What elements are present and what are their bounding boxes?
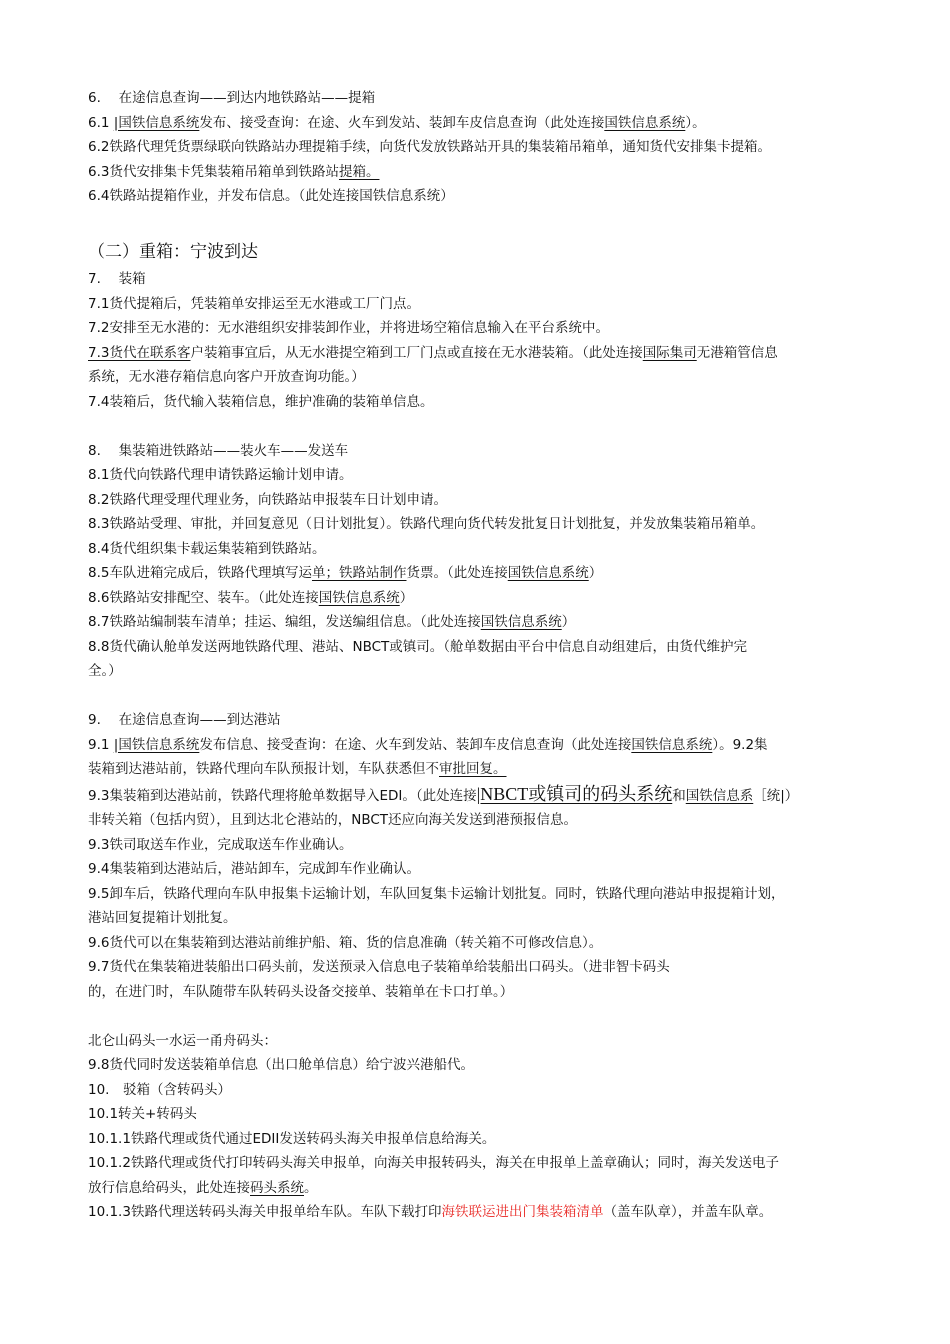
text-run: 10.1.3铁路代理送转码头海关申报单给车队。车队下载打印 — [88, 1204, 442, 1220]
paragraph-line — [88, 111, 868, 136]
text-run: 。 — [304, 1179, 318, 1196]
text-run: 全。） — [88, 663, 122, 679]
paragraph-line — [88, 708, 868, 733]
text-run: 港站回复提箱计划批复。 — [88, 910, 237, 926]
blank-line — [88, 209, 868, 234]
underlined-link-text: 国铁信息系 — [685, 787, 754, 804]
text-run: 6.4铁路站提箱作业，并发布信息。（此处连接国铁信息系统） — [88, 188, 454, 204]
text-run: 装箱到达港站前，铁路代理向车队预报计划，车队获悉但不 — [88, 761, 439, 777]
text-run: ） — [561, 614, 576, 630]
text-run: 9.1 — [88, 736, 114, 753]
paragraph-line — [88, 1053, 868, 1078]
paragraph-line — [88, 906, 868, 931]
text-run: 货票。（此处连接 — [406, 565, 508, 581]
text-run: ）。 — [685, 114, 706, 131]
text-run: 放行信息给码头，此处连接 — [88, 1179, 250, 1196]
paragraph-line — [88, 1176, 868, 1201]
blank-line — [88, 414, 868, 439]
underlined-link-text: 国铁信息系统 — [318, 589, 400, 606]
underlined-link-text: |NBCT或镇司的码头系统 — [476, 783, 673, 804]
text-run: ） — [588, 565, 603, 581]
paragraph-line — [88, 267, 868, 292]
paragraph-line — [88, 1102, 868, 1127]
text-run: 7.2安排至无水港的：无水港组织安排装卸作业，并将进场空箱信息输入在平台系统中。 — [88, 320, 609, 336]
text-run: 7. 装箱 — [88, 271, 146, 287]
text-run: 8.5车队进箱完成后，铁路代理填写运 — [88, 565, 312, 581]
text-run: 和 — [672, 787, 686, 804]
paragraph-line — [88, 659, 868, 684]
text-run: 9.7货代在集装箱进装船出口码头前，发送预录入信息电子装箱单给装船出口码头。（进非智卡码头 — [88, 959, 670, 975]
underlined-link-text: |国铁信息系统 — [113, 736, 200, 753]
text-run: （二）重箱：宁波到达 — [88, 242, 258, 262]
paragraph-line — [88, 1029, 868, 1054]
paragraph-line — [88, 955, 868, 980]
text-run: （盖车队章），并盖车队章。 — [603, 1204, 773, 1220]
paragraph-line — [88, 757, 868, 782]
text-run: 7.4装箱后，货代输入装箱信息，维护准确的装箱单信息。 — [88, 393, 434, 410]
text-run: 8.3铁路站受理、审批，并回复意见（日计划批复）。铁路代理向货代转发批复日计划批复，并发放集装箱吊箱单。 — [88, 516, 765, 532]
paragraph-line — [88, 463, 868, 488]
text-run: 10.1.2铁路代理或货代打印转码头海关申报单，向海关申报转码头，海关在申报单上盖章确认；同时，海关发送电子 — [88, 1155, 779, 1171]
text-run: 9.6货代可以在集装箱到达港站前维护船、箱、货的信息准确（转关箱不可修改信息）。 — [88, 934, 603, 951]
text-run: 8.8货代确认舱单发送两地铁路代理、港站、NBCT或镇司。（舱单数据由平台中信息自动组建后，由货代维护完 — [88, 638, 748, 655]
blank-line — [88, 684, 868, 709]
paragraph-line — [88, 1127, 868, 1152]
text-run: 10.1转关+转码头 — [88, 1106, 197, 1122]
paragraph-line — [88, 782, 868, 809]
paragraph-line — [88, 808, 868, 833]
paragraph-line — [88, 857, 868, 882]
paragraph-line — [88, 882, 868, 907]
underlined-link-text: 7.3货代在联系客 — [88, 344, 191, 361]
text-run: 发布、接受查询：在途、火车到发站、装卸车皮信息查询（此处连接 — [199, 114, 605, 131]
text-run: 8.1货代向铁路代理申请铁路运输计划申请。 — [88, 467, 353, 483]
underlined-link-text: 国铁信息系统 — [604, 114, 686, 131]
highlighted-text: 海铁联运进出门集装箱清单 — [441, 1204, 604, 1220]
text-run: 9. 在途信息查询——到达港站 — [88, 712, 281, 728]
text-run: 6.2铁路代理凭货票绿联向铁路站办理提箱手续，向货代发放铁路站开具的集装箱吊箱单，通知货代安排集卡提箱。 — [88, 139, 771, 155]
paragraph-line — [88, 635, 868, 660]
paragraph-line — [88, 365, 868, 390]
text-run: 6.1 — [88, 114, 114, 131]
paragraph-line — [88, 316, 868, 341]
text-run: 7.1货代提箱后，凭装箱单安排运至无水港或工厂门点。 — [88, 295, 420, 312]
paragraph-line — [88, 512, 868, 537]
blank-line — [88, 1004, 868, 1029]
paragraph-line — [88, 86, 868, 111]
underlined-link-text: 审批回复。 — [439, 761, 507, 777]
document-body — [88, 86, 868, 1225]
paragraph-line — [88, 341, 868, 366]
paragraph-line — [88, 390, 868, 415]
text-run: 8.2铁路代理受理代理业务，向铁路站申报装车日计划申请。 — [88, 491, 447, 508]
underlined-link-text: 国铁信息系统 — [631, 736, 713, 753]
paragraph-line — [88, 610, 868, 635]
paragraph-line — [88, 931, 868, 956]
paragraph-line — [88, 833, 868, 858]
paragraph-line — [88, 561, 868, 586]
paragraph-line — [88, 537, 868, 562]
text-run: 9.4集装箱到达港站后，港站卸车，完成卸车作业确认。 — [88, 861, 420, 877]
text-run: ） — [399, 589, 414, 606]
text-run: 北仑山码头一水运一甬舟码头： — [88, 1032, 277, 1049]
paragraph-line — [88, 292, 868, 317]
paragraph-line — [88, 184, 868, 209]
underlined-link-text: 提箱。 — [338, 163, 380, 180]
paragraph-line — [88, 439, 868, 464]
paragraph-line — [88, 160, 868, 185]
underlined-link-text: 国际集司 — [642, 344, 697, 361]
text-run: 9.8货代同时发送装箱单信息（出口舱单信息）给宁波兴港船代。 — [88, 1057, 474, 1073]
text-run: 的，在进门时，车队随带车队转码头设备交接单、装箱单在卡口打单。） — [88, 983, 514, 1000]
text-run: 非转关箱（包括内贸），且到达北仑港站的，NBCT还应向海关发送到港预报信息。 — [88, 812, 578, 828]
text-run: 6. 在途信息查询——到达内地铁路站——提箱 — [88, 90, 376, 106]
text-run: 无港箱管信息 — [696, 344, 778, 361]
text-run: 9.3铁司取送车作业，完成取送车作业确认。 — [88, 836, 353, 853]
text-run: 发布信息、接受查询：在途、火车到发站、装卸车皮信息查询（此处连接 — [199, 736, 632, 753]
underlined-link-text: 单；铁路站制作 — [311, 565, 407, 581]
paragraph-line — [88, 733, 868, 758]
text-run: 9.3集装箱到达港站前，铁路代理将舱单数据导入EDI。（此处连接 — [88, 787, 477, 804]
underlined-link-text: 码头系统 — [250, 1179, 304, 1196]
paragraph-line — [88, 488, 868, 513]
paragraph-line — [88, 980, 868, 1005]
underlined-link-text: 国铁信息系统 — [507, 565, 589, 581]
text-run: 6.3货代安排集卡凭集装箱吊箱单到铁路站 — [88, 163, 339, 180]
paragraph-line — [88, 1200, 868, 1225]
text-run: 8. 集装箱进铁路站——装火车——发送车 — [88, 442, 349, 459]
section-heading — [88, 237, 868, 267]
text-run: 8.7铁路站编制装车清单；挂运、编组，发送编组信息。（此处连接 — [88, 614, 481, 630]
text-run: 10. 驳箱（含转码头） — [88, 1081, 231, 1098]
text-run: 8.6铁路站安排配空、装车。（此处连接 — [88, 589, 319, 606]
text-run: 8.4货代组织集卡载运集装箱到铁路站。 — [88, 540, 326, 557]
paragraph-line — [88, 135, 868, 160]
underlined-link-text: 国铁信息系统 — [480, 614, 562, 630]
text-run: 10.1.1铁路代理或货代通过EDII发送转码头海关申报单信息给海关。 — [88, 1130, 496, 1147]
text-run: ［统|） — [753, 787, 799, 804]
text-run: 9.5卸车后，铁路代理向车队申报集卡运输计划，车队回复集卡运输计划批复。同时，铁路代理向港站申报提箱计划， — [88, 885, 785, 902]
text-run: ）。9.2集 — [712, 736, 768, 753]
text-run: 系统，无水港存箱信息向客户开放查询功能。） — [88, 369, 365, 385]
underlined-link-text: |国铁信息系统 — [113, 114, 200, 131]
paragraph-line — [88, 1078, 868, 1103]
paragraph-line — [88, 1151, 868, 1176]
text-run: 户装箱事宜后，从无水港提空箱到工厂门点或直接在无水港装箱。（此处连接 — [190, 344, 643, 361]
paragraph-line — [88, 586, 868, 611]
